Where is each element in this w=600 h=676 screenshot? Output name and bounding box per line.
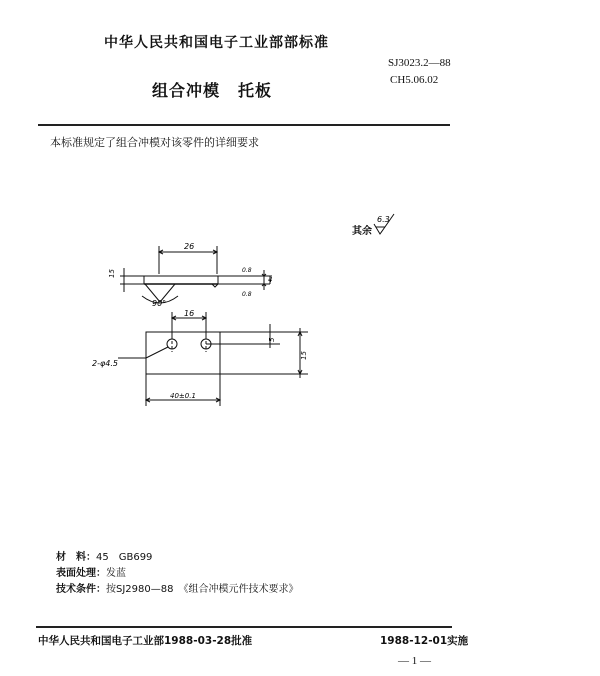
dim-15-left: 15 bbox=[108, 269, 116, 278]
roughness-b: 0.8 bbox=[242, 291, 252, 298]
header-rule bbox=[38, 124, 450, 126]
spec-material bbox=[56, 548, 152, 563]
page-number: — 1 — bbox=[398, 655, 431, 667]
dim-40: 40±0.1 bbox=[170, 392, 196, 400]
document-title bbox=[152, 78, 272, 101]
roughness-symbol-icon bbox=[372, 212, 402, 238]
ministry-heading: 中华人民共和国电子工业部部标准 bbox=[104, 35, 329, 51]
spec-value: 45 GB699 bbox=[96, 552, 153, 563]
spec-surface-treatment bbox=[56, 564, 126, 579]
dim-16: 16 bbox=[184, 309, 195, 318]
approval-line: 中华人民共和国电子工业部1988-03-28批准 bbox=[38, 635, 253, 647]
roughness-label: 其余 bbox=[352, 226, 372, 237]
dim-5: 5 bbox=[268, 337, 276, 342]
roughness-note bbox=[352, 222, 372, 237]
dim-26: 26 bbox=[184, 242, 195, 251]
spec-value: 发蓝 bbox=[106, 568, 126, 579]
spec-label: 技术条件： bbox=[56, 584, 106, 595]
part-code: CH5.06.02 bbox=[390, 74, 439, 86]
spec-label: 材 料： bbox=[56, 552, 96, 563]
footer-rule bbox=[36, 626, 452, 628]
roughness-value: 6.3 bbox=[377, 215, 390, 224]
part-drawing bbox=[92, 240, 320, 410]
dim-15-right: 15 bbox=[300, 351, 308, 360]
spec-value: 按SJ2980—88 《组合冲模元件技术要求》 bbox=[106, 584, 299, 595]
standard-number: SJ3023.2—88 bbox=[388, 57, 451, 69]
title-main: 组合冲模 bbox=[152, 81, 221, 100]
implementation-date: 1988-12-01实施 bbox=[380, 635, 469, 647]
dim-4: 4 bbox=[268, 276, 273, 284]
title-part: 托板 bbox=[238, 81, 273, 100]
angle-label: 90° bbox=[152, 299, 167, 308]
scope-statement: 本标准规定了组合冲模对该零件的详细要求 bbox=[50, 136, 259, 149]
spec-label: 表面处理： bbox=[56, 568, 106, 579]
spec-technical-conditions bbox=[56, 580, 298, 595]
roughness-a: 0.8 bbox=[242, 267, 252, 274]
hole-callout: 2-φ4.5 bbox=[92, 359, 118, 368]
